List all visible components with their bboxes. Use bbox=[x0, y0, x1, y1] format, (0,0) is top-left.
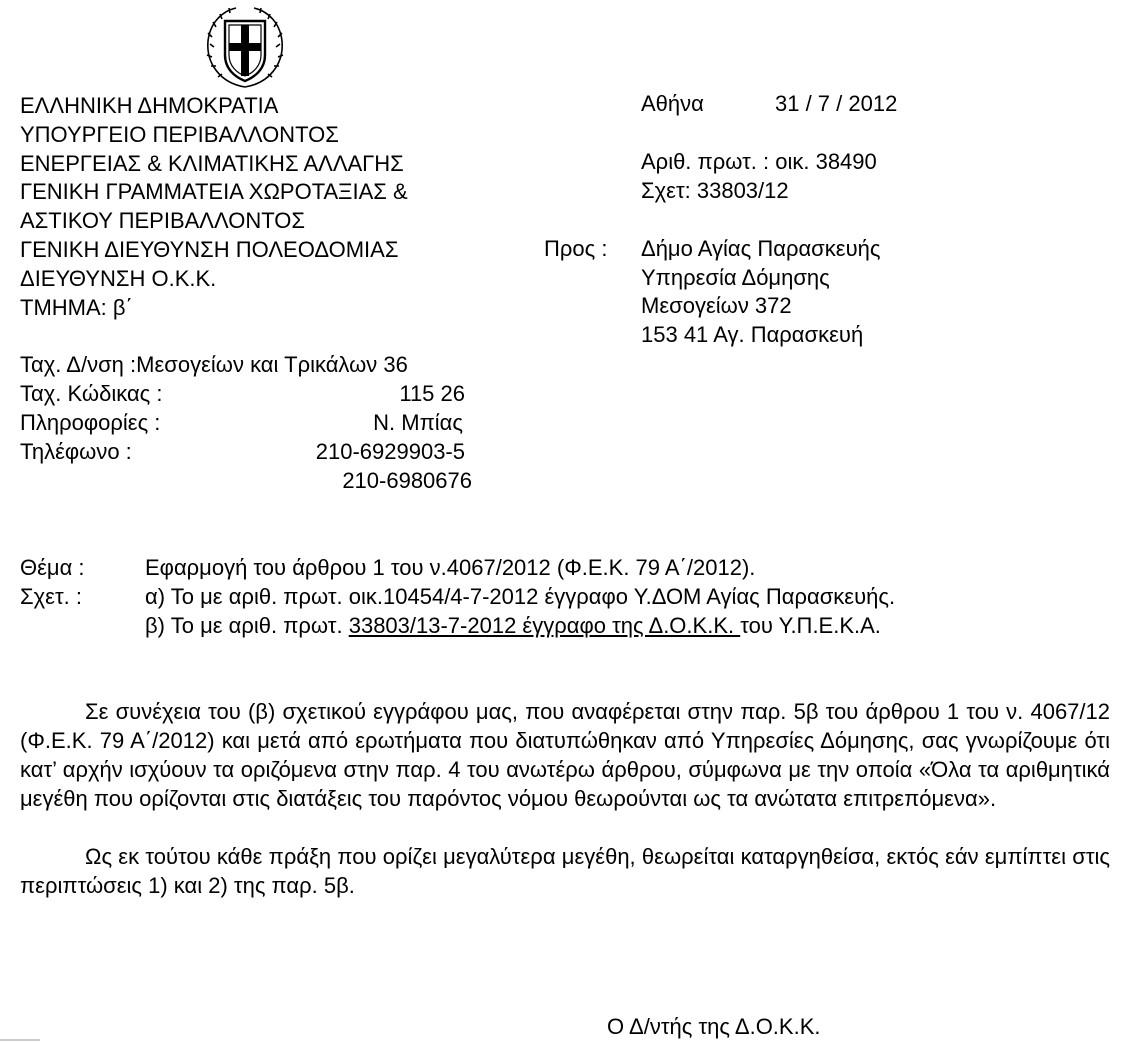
sender-line: ΥΠΟΥΡΓΕΙΟ ΠΕΡΙΒΑΛΛΟΝΤΟΣ bbox=[20, 122, 339, 147]
reference-b-underlined: 33803/13-7-2012 έγγραφο της Δ.Ο.Κ.Κ. bbox=[348, 613, 741, 638]
body-paragraph-1: Σε συνέχεια του (β) σχετικού εγγράφου μας, που αναφέρεται στην παρ. 5β του άρθρου 1 του ν. 4067/12 (Φ.Ε.Κ. 79 Α΄/2012) και μετά από ερωτήματα που διατυπώθηκαν από Υπηρεσίες Δόμησης, σας γνωρίζουμε ότι κατ’ αρχήν ισχύουν τα οριζόμενα στην παρ. 4 του ανωτέρω άρθρου, σύμφωνα με την οποία «Όλα τα αριθμητικά μεγέθη που ορίζονται στις διατάξεις του παρόντος νόμου θεωρούνται ως τα ανώτατα επιτρεπόμενα». bbox=[20, 699, 1110, 811]
reference-b bbox=[145, 611, 881, 640]
reference-b-suffix: του Υ.Π.Ε.Κ.Α. bbox=[740, 613, 881, 638]
recipient-line: Υπηρεσία Δόμησης bbox=[641, 265, 830, 290]
address-line: Ταχ. Δ/νση :Μεσογείων και Τρικάλων 36 bbox=[20, 352, 408, 377]
postal-label: Ταχ. Κώδικας : bbox=[20, 381, 163, 406]
info-value: Ν. Μπίας bbox=[373, 410, 463, 435]
references-label: Σχετ. : bbox=[20, 584, 82, 609]
info-label: Πληροφορίες : bbox=[20, 410, 161, 435]
signature-title: Ο Δ/ντής της Δ.Ο.Κ.Κ. bbox=[607, 1014, 821, 1039]
phone-value-2: 210-6980676 bbox=[342, 468, 472, 493]
postal-value: 115 26 bbox=[399, 381, 465, 406]
sender-line: ΕΛΛΗΝΙΚΗ ΔΗΜΟΚΡΑΤΙΑ bbox=[20, 93, 279, 118]
subject-label: Θέμα : bbox=[20, 555, 85, 580]
recipient-line: Μεσογείων 372 bbox=[641, 293, 792, 318]
recipient-line: Δήμο Αγίας Παρασκευής bbox=[641, 236, 881, 261]
sender-line: ΓΕΝΙΚΗ ΔΙΕΥΘΥΝΣΗ ΠΟΛΕΟΔΟΜΙΑΣ bbox=[20, 237, 399, 262]
place: Αθήνα bbox=[641, 91, 704, 116]
date: 31 / 7 / 2012 bbox=[775, 91, 898, 116]
protocol-number: Αριθ. πρωτ. : οικ. 38490 bbox=[641, 149, 877, 174]
sender-line: ΑΣΤΙΚΟΥ ΠΕΡΙΒΑΛΛΟΝΤΟΣ bbox=[20, 208, 305, 233]
phone-value-1: 210-6929903-5 bbox=[315, 439, 465, 464]
reference-a: α) Το με αριθ. πρωτ. οικ.10454/4-7-2012 έγγραφο Υ.ΔΟΜ Αγίας Παρασκευής. bbox=[145, 584, 896, 609]
sender-line: ΔΙΕΥΘΥΝΣΗ Ο.Κ.Κ. bbox=[20, 266, 217, 291]
sender-line: ΕΝΕΡΓΕΙΑΣ & ΚΛΙΜΑΤΙΚΗΣ ΑΛΛΑΓΗΣ bbox=[20, 151, 404, 176]
phone-label: Τηλέφωνο : bbox=[20, 439, 132, 464]
page-edge-divider bbox=[0, 1039, 40, 1041]
greek-coat-of-arms-icon bbox=[200, 3, 290, 91]
sender-line: ΤΜΗΜΑ: β΄ bbox=[20, 295, 133, 320]
related-number: Σχετ: 33803/12 bbox=[641, 178, 789, 203]
reference-b-prefix: β) Το με αριθ. πρωτ. bbox=[145, 613, 349, 638]
recipient-label: Προς : bbox=[544, 236, 608, 261]
sender-line: ΓΕΝΙΚΗ ΓΡΑΜΜΑΤΕΙΑ ΧΩΡΟΤΑΞΙΑΣ & bbox=[20, 179, 408, 204]
recipient-line: 153 41 Αγ. Παρασκευή bbox=[641, 322, 864, 347]
subject-text: Εφαρμογή του άρθρου 1 του ν.4067/2012 (Φ.Ε.Κ. 79 Α΄/2012). bbox=[145, 555, 756, 580]
body-paragraph-2: Ως εκ τούτου κάθε πράξη που ορίζει μεγαλύτερα μεγέθη, θεωρείται καταργηθείσα, εκτός εάν εμπίπτει στις περιπτώσεις 1) και 2) της παρ. 5β. bbox=[20, 844, 1110, 898]
